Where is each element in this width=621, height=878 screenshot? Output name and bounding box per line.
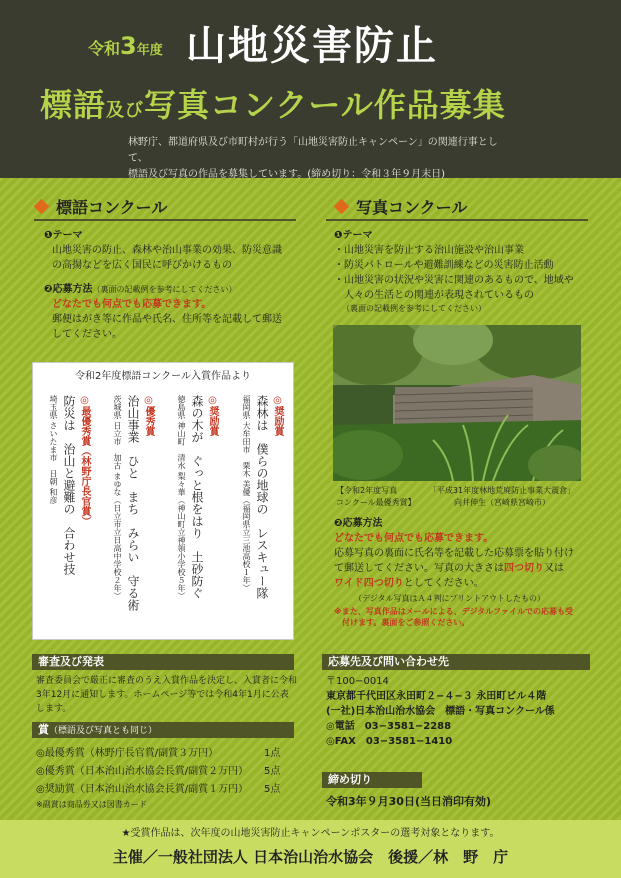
intro-text	[128, 135, 508, 183]
slogan-apply	[44, 282, 304, 342]
era-label: 令和	[88, 39, 121, 58]
photo-section-heading	[336, 195, 467, 218]
note-red: 付けます。裏面をご参照ください。	[342, 618, 470, 627]
winner-text: 森の木が ぐっと根をはり 土砂防ぐ	[190, 395, 204, 599]
slogan-section-heading	[36, 195, 167, 218]
page-subtitle	[40, 80, 506, 126]
apply-size-red: ワイド四つ切り	[334, 578, 404, 589]
photo-heading-text: 写真コンクール	[356, 198, 468, 217]
winner-author: 埼玉県 さいたま市 日朝 和彦	[49, 395, 58, 505]
era-year: 3	[120, 32, 137, 60]
caption-line: 【令和2年度写真	[336, 486, 398, 495]
contact-org: (一社)日本治山治水協会 標語・写真コンクール係	[326, 706, 555, 717]
caption-line: 向井伸生（宮崎県宮崎市）	[454, 498, 550, 507]
prizes-heading-text: 賞	[38, 723, 49, 736]
apply-line: て郵送してください。写真の大きさは	[334, 563, 504, 574]
contact-heading: 応募先及び問い合わせ先	[322, 654, 590, 670]
prize-name: ◎奨励賞	[36, 784, 75, 795]
winner-entry	[109, 395, 156, 631]
footer-note: ★受賞作品は、次年度の山地災害防止キャンペーンポスターの選考対象となります。	[121, 828, 500, 839]
contact-fax: ◎FAX 03−3581−1410	[326, 736, 453, 747]
winner-award: ◎奨励賞	[272, 395, 283, 436]
prize-detail: （日本治山治水協会長賞/副賞２万円）	[74, 766, 249, 777]
footer	[0, 820, 621, 878]
prize-row	[36, 744, 218, 759]
prize-count: 5点	[264, 784, 281, 795]
contact-address: 東京都千代田区永田町２−４−３ 永田町ビル４階	[326, 691, 547, 702]
prize-detail: （林野庁長官賞/副賞３万円）	[84, 748, 219, 759]
apply-line: としてください。	[403, 578, 484, 589]
winner-text: 森林は 僕らの地球の レスキュー隊	[255, 395, 269, 599]
intro-line: 標語及び写真の作品を募集しています。(締め切り：令和３年９月末日)	[128, 169, 446, 180]
photo-apply	[334, 516, 604, 628]
deadline-heading: 締め切り	[322, 772, 422, 788]
prize-detail: （日本治山治水協会長賞/副賞１万円）	[74, 784, 249, 795]
nendo-label: 年度	[136, 43, 163, 58]
apply-digital-note: （デジタル写真はＡ４判にプリントアウトしたもの）	[354, 594, 545, 603]
contact-tel: ◎電話 03−3581−2288	[326, 721, 452, 732]
winner-entry	[45, 395, 92, 631]
theme-bullet: ・山地災害の状況や災害に関連のあるもので、地域や	[334, 275, 574, 286]
diamond-icon	[34, 199, 50, 215]
divider	[326, 219, 588, 221]
diamond-icon	[334, 199, 350, 215]
theme-bullet: 人々の生活との関連が表現されているもの	[334, 290, 534, 301]
apply-red: どなたでも何点でも応募できます。	[334, 533, 494, 544]
apply-red: どなたでも何点でも応募できます。	[52, 299, 212, 310]
theme-note: （裏面の記載例を参考にしてください）	[342, 304, 486, 313]
winners-title: 令和2年度標語コンクール入賞作品より	[75, 371, 251, 382]
intro-line: 林野庁、都道府県及び市町村が行う「山地災害防止キャンペーン」の関連行事として、	[128, 137, 498, 164]
winner-award: ◎最優秀賞（林野庁長官賞）	[79, 395, 90, 526]
caption-line: コンクール最優秀賞】	[336, 498, 416, 507]
slogan-heading-text: 標語コンクール	[56, 198, 168, 217]
theme-bullet: ・山地災害を防止する治山施設や治山事業	[334, 245, 524, 256]
contact-postal: 〒100−0014	[326, 676, 389, 687]
review-line: します。	[36, 704, 72, 714]
review-line: 審査委員会で厳正に審査のうえ入賞作品を決定し、入賞者に令和	[36, 676, 298, 686]
apply-label: ❷応募方法	[334, 518, 383, 529]
prize-note: ※副賞は商品券又は図書カード	[36, 800, 147, 809]
winner-text: 治山事業 ひと まち みらい 守る術	[126, 395, 140, 611]
apply-size-red: 四つ切り	[504, 563, 544, 574]
subtitle-part-3: 写真コンクール作品募集	[144, 86, 506, 124]
deadline-date: 令和3年９月30日(当日消印有効)	[326, 795, 492, 808]
review-text	[36, 674, 298, 716]
subtitle-part-1: 標語	[40, 86, 107, 124]
theme-label: ❶テーマ	[44, 230, 83, 241]
theme-line: の高揚などを広く国民に呼びかけるもの	[52, 260, 232, 271]
year-label	[88, 32, 163, 60]
page-title: 山地災害防止	[186, 23, 438, 69]
divider	[34, 219, 296, 221]
note-red: ※また、写真作品はメールによる、デジタルファイルでの応募も受	[334, 607, 573, 616]
photo-theme	[334, 228, 599, 314]
apply-note: （裏面の記載例を参考にしてください）	[92, 285, 237, 294]
winner-award: ◎奨励賞	[207, 395, 218, 436]
prize-row	[36, 780, 248, 795]
prize-count: 1点	[264, 748, 281, 759]
apply-line: 郵便はがき等に作品や氏名、住所等を記載して郵送	[52, 314, 282, 325]
apply-line: 応募写真の裏面に氏名等を記載した応募票を貼り付け	[334, 548, 574, 559]
winning-photo	[333, 325, 581, 481]
prize-row	[36, 762, 248, 777]
winner-author: 茨城県 日立市 加古 まゆな（日立市立日高中学校２年）	[113, 395, 122, 601]
theme-bullet: ・防災パトロールや避難訓練などの災害防止活動	[334, 260, 554, 271]
prize-name: ◎最優秀賞	[36, 748, 85, 759]
winner-award: ◎優秀賞	[143, 395, 154, 436]
review-line: 3年12月に通知します。ホームページ等では令和4年1月に公表	[36, 690, 289, 700]
winner-author: 徳島県 神山町 清水 梨々華（神山町立神領小学校５年）	[177, 395, 186, 601]
apply-line: してください。	[52, 329, 122, 340]
prizes-heading-note: （標語及び写真とも同じ）	[49, 726, 158, 736]
winner-entry	[238, 395, 285, 631]
theme-line: 山地災害の防止、森林や治山事業の効果、防災意識	[52, 245, 282, 256]
photo-image	[333, 325, 581, 481]
winners-box	[32, 362, 294, 640]
apply-line-end: 又は	[544, 563, 564, 574]
prize-name: ◎優秀賞	[36, 766, 75, 777]
photo-caption-left	[336, 485, 416, 509]
apply-label: ❷応募方法	[44, 284, 93, 295]
header-banner	[0, 0, 621, 178]
winner-text: 防災は 治山と避難の 合わせ技	[62, 395, 76, 575]
footer-organizers: 主催／一般社団法人 日本治山治水協会 後援／林 野 庁	[112, 848, 509, 866]
winner-entry	[173, 395, 220, 631]
winner-author: 福岡県 大牟田市 栗木 美優（福岡県立三池高校１年）	[242, 395, 251, 593]
prizes-heading	[32, 722, 294, 738]
subtitle-part-2: 及び	[106, 100, 145, 121]
prize-count: 5点	[264, 766, 281, 777]
caption-line: 「平成31年度林地荒廃防止事業大震倉」	[428, 486, 576, 495]
contact-block	[326, 674, 606, 749]
theme-label: ❶テーマ	[334, 230, 373, 241]
photo-caption-right	[422, 485, 582, 509]
review-heading: 審査及び発表	[32, 654, 294, 670]
slogan-theme	[44, 228, 304, 273]
